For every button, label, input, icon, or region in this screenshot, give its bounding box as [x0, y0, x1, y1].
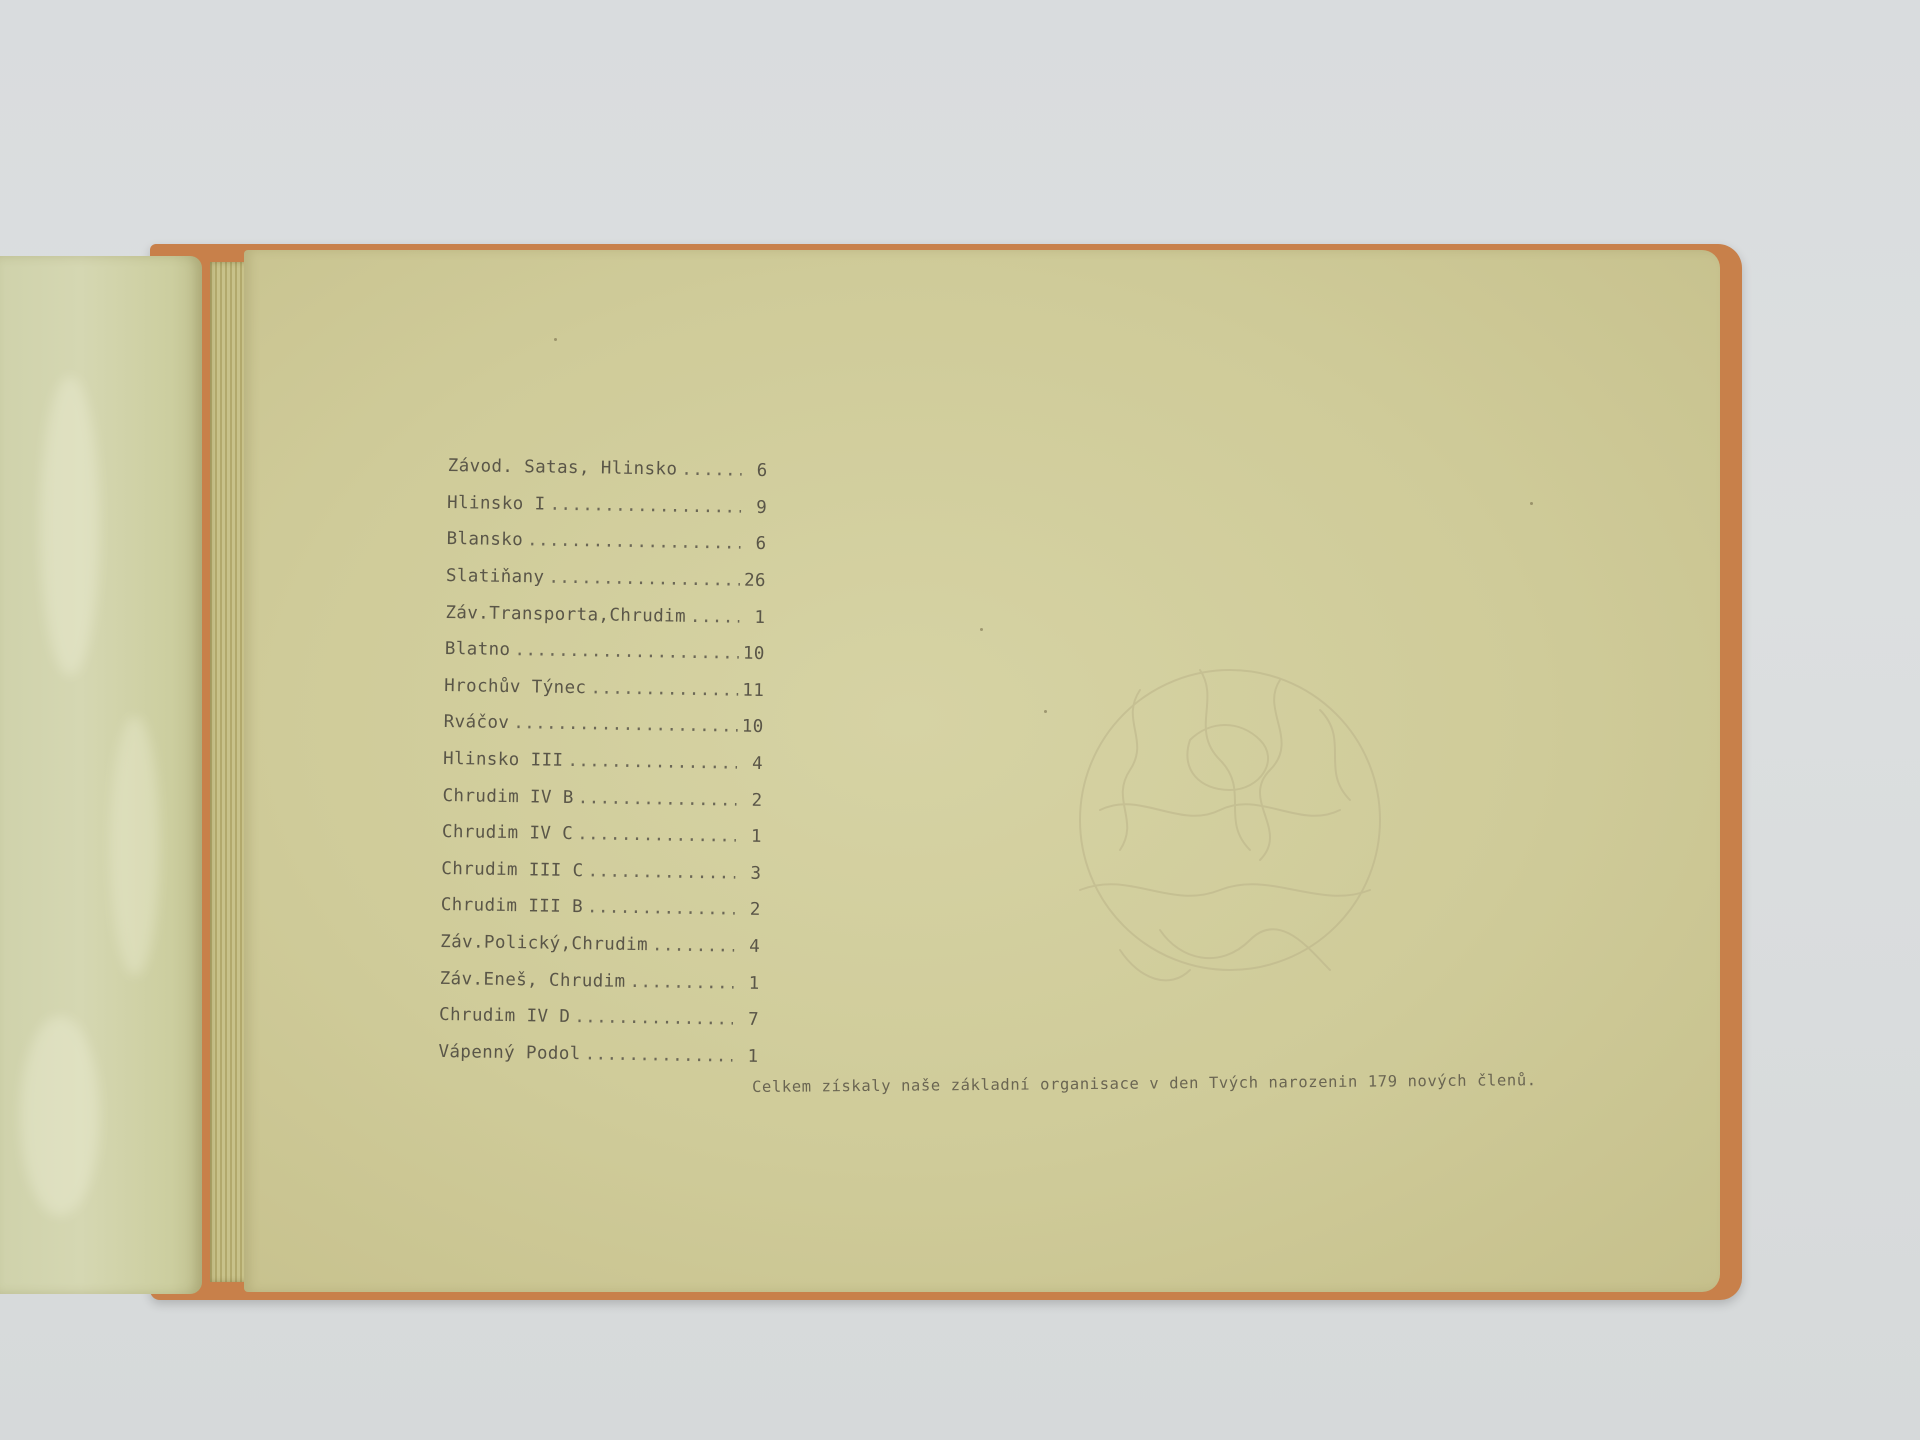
dot-leader: [577, 824, 736, 846]
dot-leader: [567, 751, 737, 774]
dot-leader: [690, 606, 740, 627]
list-item-place: Záv.Transporta,Chrudim: [445, 602, 687, 627]
list-item-count: 1: [754, 607, 766, 628]
dot-leader: [587, 898, 735, 920]
dot-leader: [590, 678, 738, 700]
list-item-count: 6: [755, 534, 767, 555]
list-item-place: Hlinsko III: [442, 749, 564, 771]
list-item-count: 4: [749, 936, 761, 957]
list-item: [438, 1033, 759, 1075]
member-count-list: [438, 448, 768, 1075]
dot-leader: [527, 531, 741, 554]
embossed-emblem: [1020, 630, 1440, 1010]
list-item-count: 6: [756, 461, 768, 482]
list-item-place: Blatno: [444, 639, 511, 661]
list-item: [441, 887, 762, 929]
list-item: [443, 704, 764, 746]
dot-leader: [681, 460, 742, 481]
dot-leader: [587, 861, 735, 883]
list-item: [440, 924, 761, 966]
dot-leader: [574, 1007, 733, 1029]
list-item: [447, 448, 768, 490]
list-item-place: Záv.Polický,Chrudim: [440, 931, 649, 956]
list-item-place: Závod. Satas, Hlinsko: [447, 456, 678, 480]
list-item: [445, 631, 766, 673]
list-item-place: Chrudim IV C: [441, 822, 574, 845]
list-item: [442, 814, 763, 856]
list-item-place: Chrudim III B: [440, 895, 584, 918]
list-item-place: Hlinsko I: [446, 492, 546, 515]
left-tissue-page: [0, 256, 202, 1294]
list-item-place: Rváčov: [443, 712, 510, 734]
list-item-count: 1: [750, 827, 763, 848]
list-item: [446, 558, 767, 600]
list-item: [439, 960, 760, 1002]
list-item: [446, 521, 767, 563]
list-item-place: Chrudim III C: [441, 858, 584, 882]
list-item-count: 1: [748, 973, 760, 994]
list-item-place: Záv.Eneš, Chrudim: [439, 968, 626, 992]
dot-leader: [578, 788, 737, 810]
list-item-count: 2: [751, 790, 763, 811]
summary-sentence: Celkem získaly naše základní organisace v den Tvých narozenin 179 nových členů.: [752, 1071, 1537, 1096]
list-item: [444, 668, 765, 710]
list-item-count: 7: [747, 1009, 760, 1031]
list-item-count: 1: [747, 1046, 759, 1067]
dot-leader: [513, 714, 738, 738]
list-item-count: 3: [750, 863, 762, 884]
list-item-count: 4: [751, 753, 764, 775]
list-item-place: Chrudim IV D: [438, 1005, 571, 1028]
list-item-count: 10: [742, 643, 765, 665]
list-item: [442, 777, 763, 819]
list-item-count: 26: [743, 570, 767, 592]
list-item-place: Chrudim IV B: [442, 785, 574, 808]
list-item: [439, 997, 760, 1039]
dot-leader: [549, 494, 741, 517]
list-item: [445, 594, 766, 636]
list-item-count: 9: [756, 497, 768, 518]
list-item-place: Vápenný Podol: [438, 1041, 581, 1064]
dot-leader: [585, 1044, 733, 1066]
list-item-count: 11: [742, 680, 765, 701]
list-item: [443, 741, 764, 783]
list-item-place: Slatiňany: [445, 566, 545, 588]
dot-leader: [629, 972, 733, 994]
dot-leader: [652, 935, 735, 956]
dot-leader: [548, 568, 740, 591]
list-item-count: 10: [741, 717, 764, 738]
list-item: [447, 485, 768, 527]
list-item-count: 2: [749, 900, 761, 921]
list-item: [441, 850, 762, 892]
list-item-place: Blansko: [446, 529, 524, 551]
list-item-place: Hrochův Týnec: [444, 675, 587, 699]
dot-leader: [514, 640, 739, 664]
